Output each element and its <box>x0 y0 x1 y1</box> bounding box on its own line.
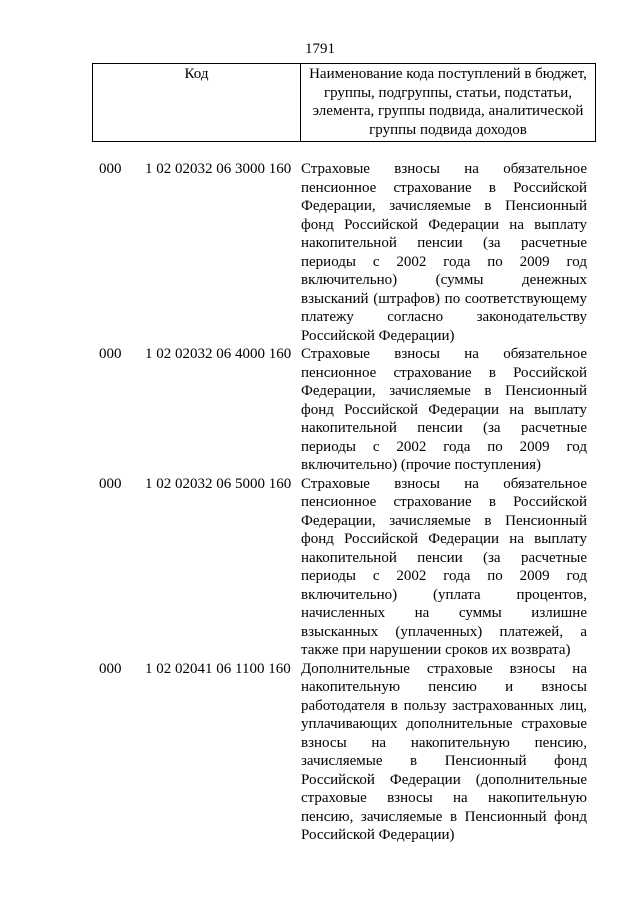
budget-code: 1 02 02041 06 1100 160 <box>145 660 291 677</box>
budget-code: 1 02 02032 06 4000 160 <box>145 346 292 362</box>
list-item <box>0 475 640 660</box>
budget-code: 1 02 02032 06 3000 160 <box>145 161 292 177</box>
list-item <box>0 345 640 475</box>
admin-code: 000 <box>99 660 122 677</box>
list-item <box>0 660 640 845</box>
admin-code: 000 <box>99 346 122 362</box>
budget-code: 1 02 02032 06 5000 160 <box>145 475 292 492</box>
list-item <box>0 160 640 345</box>
header-table <box>92 63 596 142</box>
entry-description: Дополнительные страховые взносы на накопительную пенсию и взносы работодателя в пользу застрахованных лиц, уплачивающих дополнительные страховые взносы на накопительную пенсию, зачисляемые в Пенсионный фонд Российской Федерации (дополнительные страховые взносы на накопительную пенсию, зачисляемые в Пенсионный фонд Российской Федерации) <box>301 660 587 843</box>
entries-list <box>0 160 640 845</box>
header-row <box>93 64 596 142</box>
entry-description: Страховые взносы на обязательное пенсионное страхование в Российской Федерации, зачисляемые в Пенсионный фонд Российской Федерации на выплату накопительной пенсии (за расчетные периоды с 2002 года по 2009 год включительно) (прочие поступления) <box>301 346 587 473</box>
name-column-header: Наименование кода поступлений в бюджет, группы, подгруппы, статьи, подстатьи, элемента, группы подвида, аналитической группы подвида доходов <box>301 64 596 142</box>
admin-code: 000 <box>99 161 122 177</box>
page-number: 1791 <box>305 41 335 57</box>
admin-code: 000 <box>99 475 122 492</box>
entry-description: Страховые взносы на обязательное пенсионное страхование в Российской Федерации, зачисляемые в Пенсионный фонд Российской Федерации на выплату накопительной пенсии (за расчетные периоды с 2002 года по 2009 год включительно) (суммы денежных взысканий (штрафов) по соответствующему платежу согласно законодательству Российской Федерации) <box>301 161 587 344</box>
entry-description: Страховые взносы на обязательное пенсионное страхование в Российской Федерации, зачисляемые в Пенсионный фонд Российской Федерации на выплату накопительной пенсии (за расчетные периоды с 2002 года по 2009 год включительно) (уплата процентов, начисленных на суммы излишне взысканных (уплаченных) платежей, а также при нарушении сроков их возврата) <box>301 475 587 658</box>
code-column-header: Код <box>93 64 301 142</box>
